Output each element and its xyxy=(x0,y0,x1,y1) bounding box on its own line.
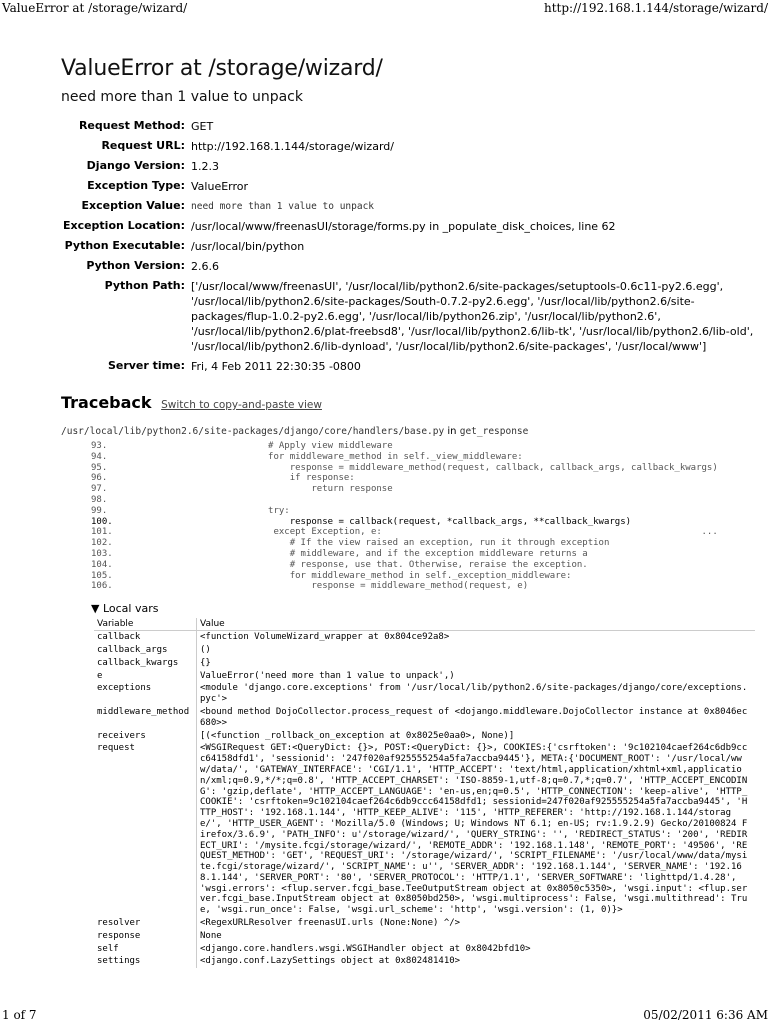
meta-value: ['/usr/local/www/freenasUI', '/usr/local/lib/python2.6/site-packages/setuptools-0.6c11-py2.6.egg', '/usr/local/lib/python2.6/site-packages/South-0.7.2-py2.6.egg', '/usr/local/lib/python2.6/site-packages/flup-1.0.2-py2.6.egg', '/usr/local/lib/python26.zip', '/usr/local/lib/python2.6', '/usr/local/lib/python2.6/plat-freebsd8', '/usr/local/lib/python2.6/lib-tk', '/usr/local/lib/python2.6/lib-old', '/usr/local/lib/python2.6/lib-dynload', '/usr/local/lib/python2.6/site-packages', '/usr/local/www'] xyxy=(191,280,754,353)
local-vars-toggle[interactable]: ▼ Local vars xyxy=(91,602,159,616)
line-source: # If the view raised an exception, run it through exception xyxy=(203,538,610,549)
meta-row xyxy=(61,177,761,197)
meta-label: Exception Value: xyxy=(81,199,185,212)
meta-value: GET xyxy=(191,120,214,133)
line-number: 106. xyxy=(91,581,113,592)
page-counter: 1 of 7 xyxy=(2,1008,37,1022)
line-number: 99. xyxy=(91,505,108,516)
meta-value: need more than 1 value to unpack xyxy=(191,201,375,212)
meta-value: ValueError xyxy=(191,180,249,193)
meta-label: Request Method: xyxy=(78,119,185,132)
meta-row xyxy=(61,157,761,177)
var-value: <RegexURLResolver freenasUI.urls (None:None) ^/> xyxy=(200,918,461,929)
var-name: resolver xyxy=(94,917,197,930)
line-number: 96. xyxy=(91,473,108,484)
meta-row xyxy=(61,117,761,137)
local-vars-table xyxy=(94,618,755,968)
code-line xyxy=(91,473,761,484)
var-value: <WSGIRequest GET:<QueryDict: {}>, POST:<QueryDict: {}>, COOKIES:{'csrftoken': '9c102104caef264c6db9ccc64158dfd1', 'sessionid': '247f020af925555254a5fa7accba9445'}, META:{'DOCUMENT_ROOT': '/usr/local/www/data/', 'GATEWAY_INTERFACE': 'CGI/1.1', 'HTTP_ACCEPT': 'text/html,application/xhtml+xml,application/xml;q=0.9,*/*;q=0.8', 'HTTP_ACCEPT_CHARSET': 'ISO-8859-1,utf-8;q=0.7,*;q=0.7', 'HTTP_ACCEPT_ENCODING': 'gzip,deflate', 'HTTP_ACCEPT_LANGUAGE': 'en-us,en;q=0.5', 'HTTP_CONNECTION': 'keep-alive', 'HTTP_COOKIE': 'csrftoken=9c102104caef264c6db9ccc64158dfd1; sessionid=247f020af925555254a5fa7accba9445', 'HTTP_HOST': '192.168.1.144', 'HTTP_KEEP_ALIVE': '115', 'HTTP_REFERER': 'http://192.168.1.144/storage/', 'HTTP_USER_AGENT': 'Mozilla/5.0 (Windows; U; Windows NT 6.1; en-US; rv:1.9.2.9) Gecko/20100824 Firefox/3.6.9', 'PATH_INFO': u'/storage/wizard/', 'QUERY_STRING': '', 'REDIRECT_STATUS': '200', 'REDIRECT_URI': '/mysite.fcgi/storage/wizard/', 'REMOTE_ADDR': '192.168.1.148', 'REMOTE_PORT': '49506', 'REQUEST_METHOD': 'GET', 'REQUEST_URI': '/storage/wizard/', 'SCRIPT_FILENAME': '/usr/local/www/data/mysite.fcgi/storage/wizard/', 'SCRIPT_NAME': u'', 'SERVER_ADDR': '192.168.1.144', 'SERVER_NAME': '192.168.1.144', 'SERVER_PORT': '80', 'SERVER_PROTOCOL': 'HTTP/1.1', 'SERVER_SOFTWARE': 'lighttpd/1.4.28', 'wsgi.errors': <flup.server.fcgi_base.TeeOutputStream object at 0x8050c5350>, 'wsgi.input': <flup.server.fcgi_base.InputStream object at 0x8050bd250>, 'wsgi.multiprocess': False, 'wsgi.multithread': True, 'wsgi.run_once': False, 'wsgi.url_scheme': 'http', 'wsgi.version': (1, 0)}> xyxy=(200,743,748,916)
code-line xyxy=(91,463,761,474)
frame-function: get_response xyxy=(459,426,529,437)
var-name: callback xyxy=(94,631,197,644)
line-source xyxy=(203,495,761,506)
var-value: <django.conf.LazySettings object at 0x802481410> xyxy=(200,956,461,967)
meta-label: Python Version: xyxy=(86,259,185,272)
request-meta-table xyxy=(61,117,761,377)
line-source: except Exception, e: ... xyxy=(203,527,718,538)
copy-paste-view-link[interactable]: Switch to copy-and-paste view xyxy=(161,399,322,411)
line-source: # Apply view middleware xyxy=(203,441,393,451)
code-line xyxy=(91,441,761,452)
line-source: for middleware_method in self._exception_middleware: xyxy=(203,570,572,581)
meta-row xyxy=(61,137,761,157)
debug-page xyxy=(61,56,761,968)
page-title: ValueError at /storage/wizard/ xyxy=(61,56,383,81)
meta-label: Exception Location: xyxy=(62,219,185,232)
var-value: [(<function _rollback_on_exception at 0x8025e0aa0>, None)] xyxy=(200,730,515,741)
line-source: return response xyxy=(203,484,393,495)
code-line xyxy=(91,506,761,517)
meta-row xyxy=(61,357,761,377)
code-context[interactable] xyxy=(91,441,761,592)
meta-label: Server time: xyxy=(107,359,185,372)
vars-header-value: Value xyxy=(197,618,756,631)
code-line xyxy=(91,581,761,592)
var-row xyxy=(94,930,755,943)
meta-row xyxy=(61,257,761,277)
var-name: middleware_method xyxy=(94,706,197,730)
line-source: try: xyxy=(203,505,290,516)
line-number: 105. xyxy=(91,570,113,581)
line-number: 100. xyxy=(91,516,113,527)
var-name: callback_kwargs xyxy=(94,657,197,670)
var-row xyxy=(94,706,755,730)
print-datetime: 05/02/2011 6:36 AM xyxy=(643,1008,768,1022)
var-name: exceptions xyxy=(94,682,197,706)
var-name: response xyxy=(94,930,197,943)
meta-label: Request URL: xyxy=(101,139,185,152)
line-source: if response: xyxy=(203,473,355,484)
var-value: {} xyxy=(200,657,211,668)
line-source: # middleware, and if the exception middleware returns a xyxy=(203,548,588,559)
meta-label: Django Version: xyxy=(86,159,185,172)
var-row xyxy=(94,631,755,644)
var-value: () xyxy=(200,644,211,655)
var-name: request xyxy=(94,742,197,917)
code-line xyxy=(91,484,761,495)
var-row xyxy=(94,943,755,956)
line-source: # response, use that. Otherwise, reraise the exception. xyxy=(203,559,588,570)
meta-row xyxy=(61,217,761,237)
meta-value: /usr/local/www/freenasUI/storage/forms.py in _populate_disk_choices, line 62 xyxy=(191,220,616,233)
print-title: ValueError at /storage/wizard/ xyxy=(2,1,188,15)
line-source: for middleware_method in self._view_middleware: xyxy=(203,451,523,462)
var-row xyxy=(94,670,755,683)
var-value: <module 'django.core.exceptions' from '/usr/local/lib/python2.6/site-packages/django/core/exceptions.pyc'> xyxy=(200,683,748,705)
var-value: <bound method DojoCollector.process_request of <dojango.middleware.DojoCollector instance at 0x8046ec680>> xyxy=(200,706,748,728)
frame-location xyxy=(61,426,761,437)
code-line xyxy=(91,452,761,463)
line-number: 104. xyxy=(91,559,113,570)
meta-label: Exception Type: xyxy=(87,179,185,192)
code-line xyxy=(91,560,761,571)
meta-value: Fri, 4 Feb 2011 22:30:35 -0800 xyxy=(191,360,361,373)
var-name: receivers xyxy=(94,730,197,743)
var-row xyxy=(94,682,755,706)
traceback-title: Traceback xyxy=(61,393,152,412)
code-line xyxy=(91,538,761,549)
vars-header-variable: Variable xyxy=(94,618,197,631)
var-row xyxy=(94,917,755,930)
meta-value: /usr/local/bin/python xyxy=(191,240,305,253)
frame-file: /usr/local/lib/python2.6/site-packages/django/core/handlers/base.py xyxy=(61,426,445,437)
line-source: response = callback(request, *callback_args, **callback_kwargs) xyxy=(203,516,632,527)
var-row xyxy=(94,730,755,743)
traceback-heading xyxy=(61,393,761,412)
line-number: 97. xyxy=(91,484,108,495)
meta-value: 2.6.6 xyxy=(191,260,219,273)
var-value: <django.core.handlers.wsgi.WSGIHandler object at 0x8042bfd10> xyxy=(200,943,531,954)
var-row xyxy=(94,644,755,657)
line-source: response = middleware_method(request, e) xyxy=(203,581,529,592)
code-line xyxy=(91,571,761,582)
line-number: 102. xyxy=(91,538,113,549)
var-row xyxy=(94,955,755,968)
line-number: 94. xyxy=(91,451,108,462)
print-footer xyxy=(0,1008,770,1022)
var-row xyxy=(94,742,755,917)
frame-in: in xyxy=(447,426,457,437)
line-number: 95. xyxy=(91,462,108,473)
meta-row xyxy=(61,197,761,217)
code-line xyxy=(91,527,761,538)
line-number: 98. xyxy=(91,494,108,505)
code-line-current xyxy=(91,517,761,528)
code-line xyxy=(91,495,761,506)
meta-row xyxy=(61,237,761,257)
print-header xyxy=(0,1,770,15)
var-value: <function VolumeWizard_wrapper at 0x804ce92a8> xyxy=(200,632,450,643)
meta-value: http://192.168.1.144/storage/wizard/ xyxy=(191,140,394,153)
var-name: settings xyxy=(94,955,197,968)
var-name: callback_args xyxy=(94,644,197,657)
meta-label: Python Path: xyxy=(104,279,185,292)
code-line xyxy=(91,549,761,560)
error-message: need more than 1 value to unpack xyxy=(61,89,303,105)
line-number: 93. xyxy=(91,441,108,451)
line-source: response = middleware_method(request, callback, callback_args, callback_kwargs) xyxy=(203,462,718,473)
var-name: e xyxy=(94,670,197,683)
meta-row xyxy=(61,277,761,357)
var-name: self xyxy=(94,943,197,956)
var-value: ValueError('need more than 1 value to unpack',) xyxy=(200,670,455,681)
print-url: http://192.168.1.144/storage/wizard/ xyxy=(544,1,768,15)
line-number: 101. xyxy=(91,527,113,538)
line-number: 103. xyxy=(91,548,113,559)
var-value: None xyxy=(200,930,222,941)
meta-value: 1.2.3 xyxy=(191,160,219,173)
var-row xyxy=(94,657,755,670)
meta-label: Python Executable: xyxy=(64,239,185,252)
